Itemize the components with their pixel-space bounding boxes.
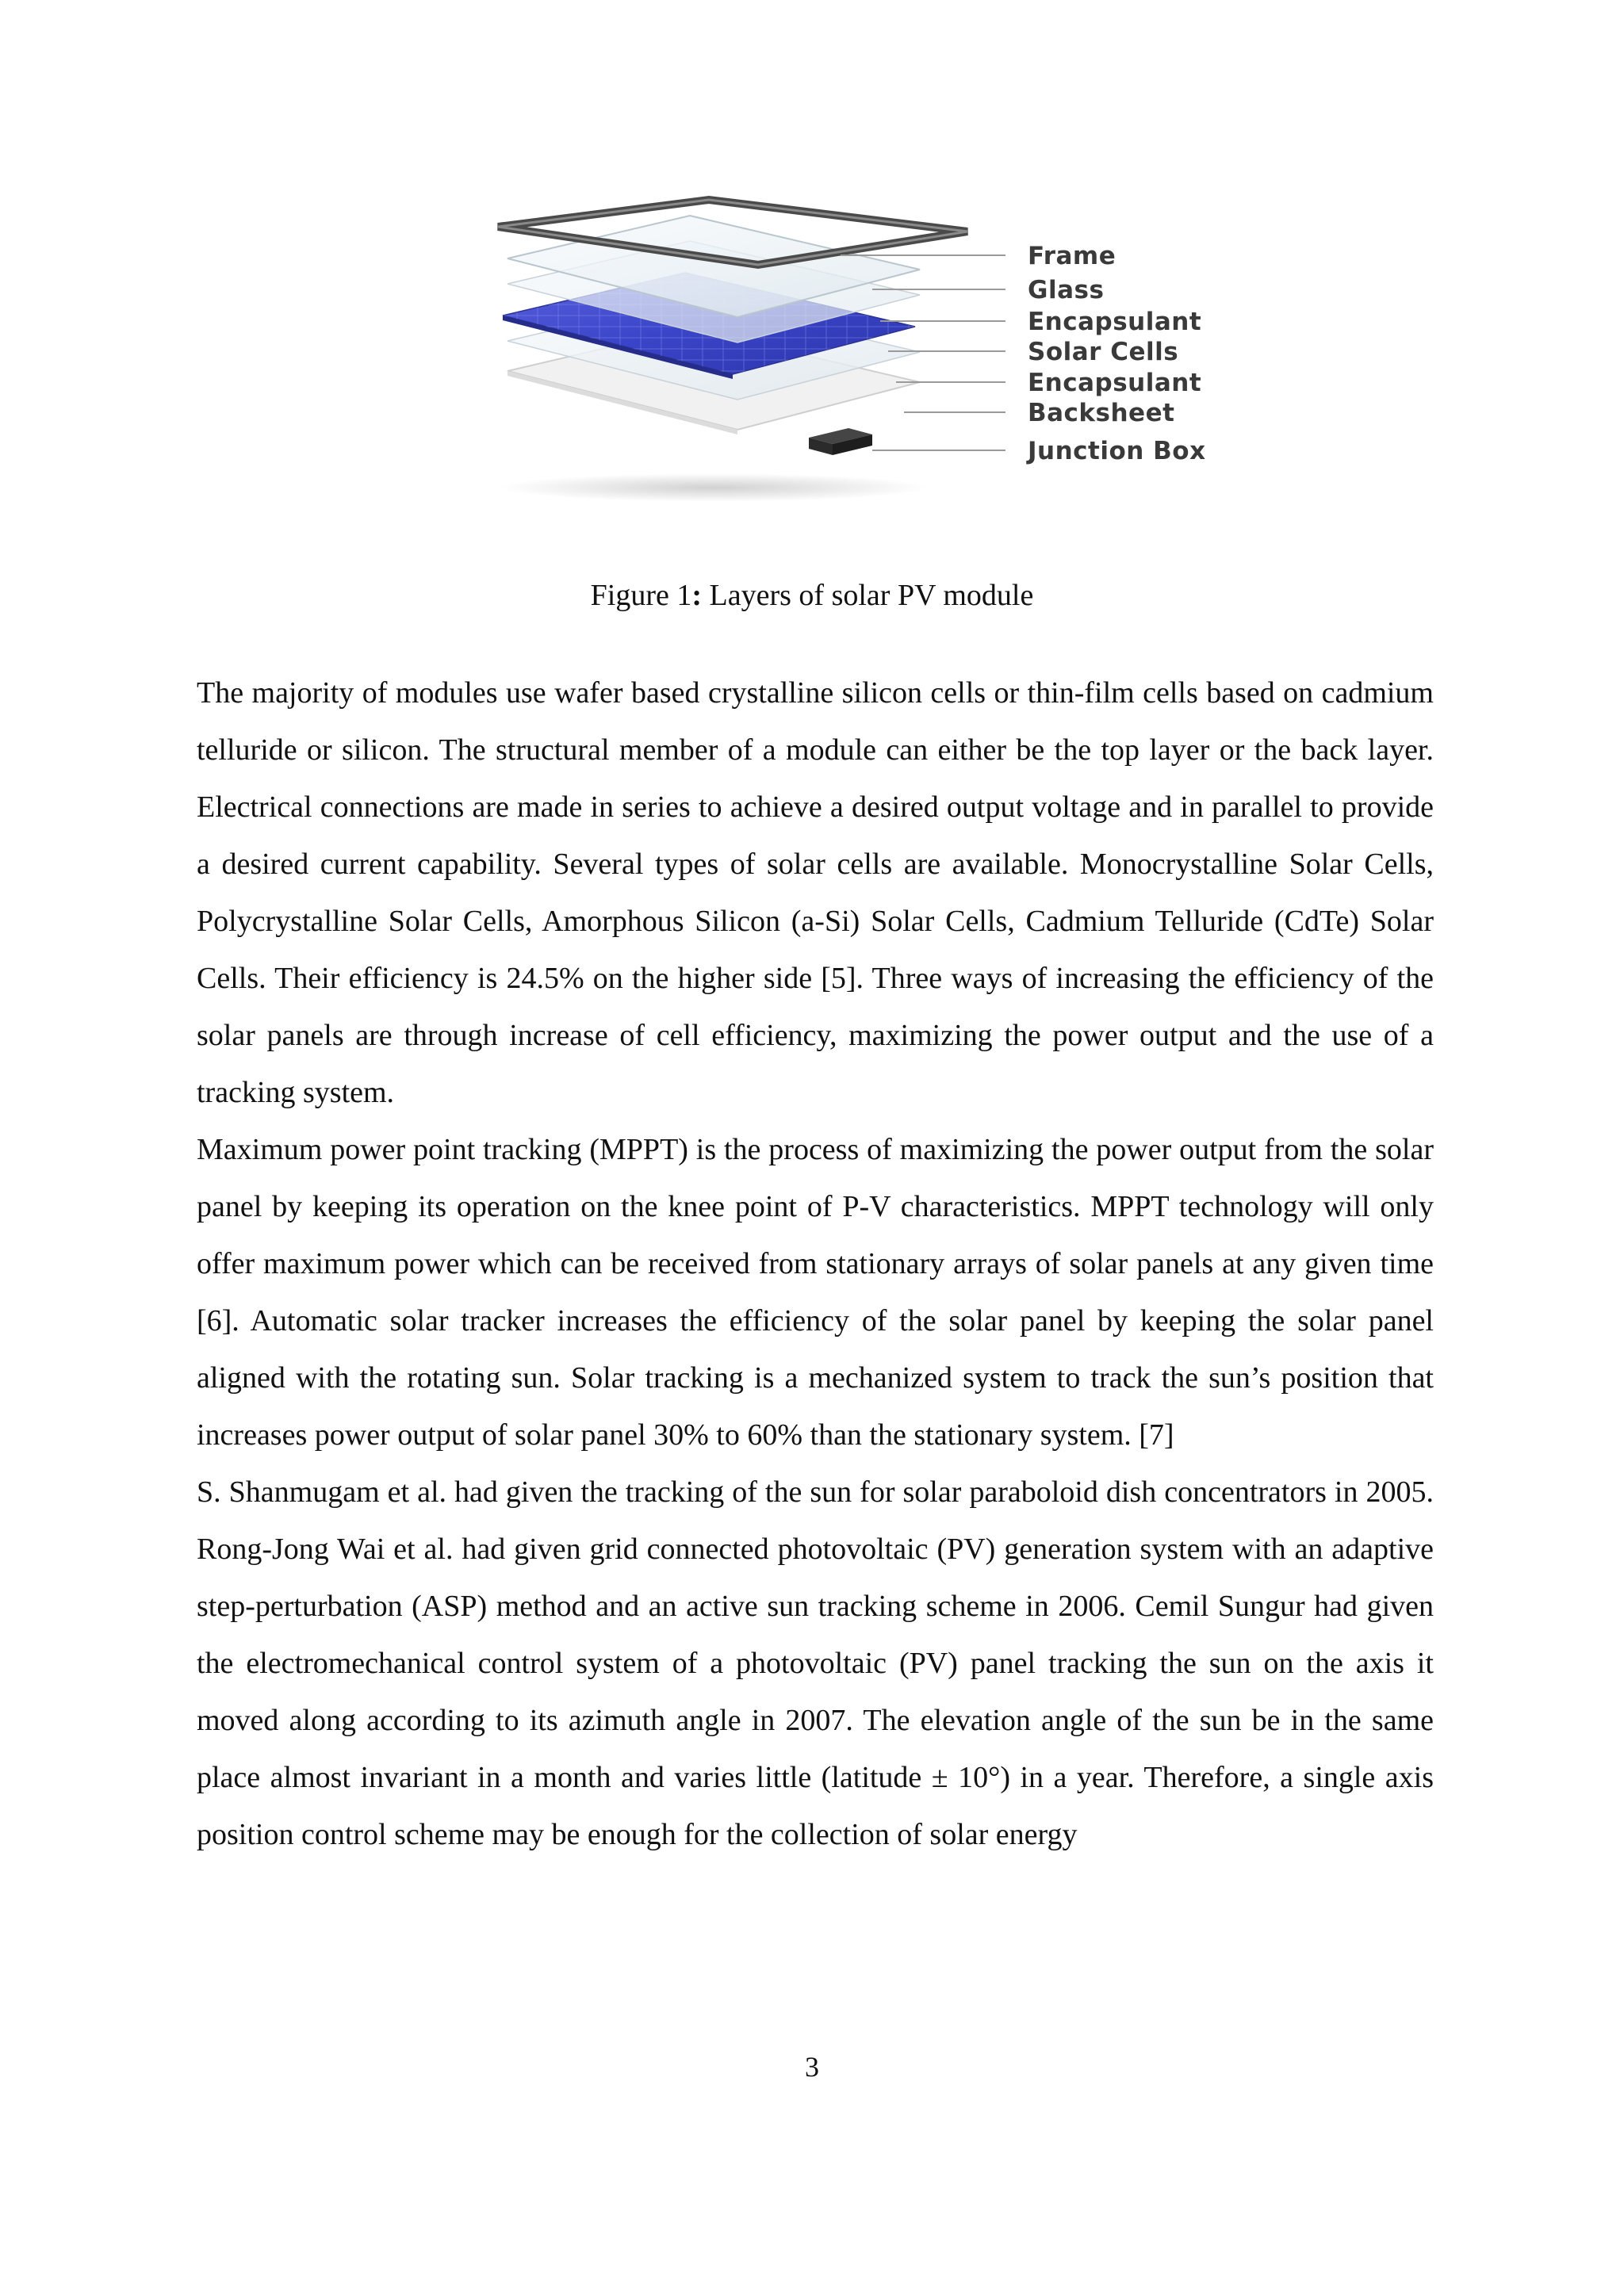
caption-separator: :: [691, 579, 703, 612]
pv-module-figure: [476, 182, 1253, 515]
label-junction-box: Junction Box: [1028, 437, 1206, 465]
figure-caption: [0, 574, 1624, 617]
paragraph-solar-cells: The majority of modules use wafer based crystalline silicon cells or thin-film cells based on cadmium telluride or silicon. The structural member of a module can either be the top layer or the back layer. Electrical connections are made in series to achieve a desired output voltage and in parallel to provide a desired current capability. Several types of solar cells are available. Monocrystalline Solar Cells, Polycrystalline Solar Cells, Amorphous Silicon (a-Si) Solar Cells, Cadmium Telluride (CdTe) Solar Cells. Their efficiency is 24.5% on the higher side [5]. Three ways of increasing the efficiency of the solar panels are through increase of cell efficiency, maximizing the power output and the use of a tracking system.: [197, 676, 1434, 1109]
label-encapsulant-upper: Encapsulant: [1028, 308, 1202, 336]
label-backsheet: Backsheet: [1028, 399, 1175, 427]
label-solar-cells: Solar Cells: [1028, 338, 1179, 366]
paragraph-related-work: S. Shanmugam et al. had given the tracking of the sun for solar paraboloid dish concentrators in 2005. Rong-Jong Wai et al. had given grid connected photovoltaic (PV) generation system with an adaptive step-perturbation (ASP) method and an active sun tracking scheme in 2006. Cemil Sungur had given the electromechanical control system of a photovoltaic (PV) panel tracking the sun on the axis it moved along according to its azimuth angle in 2007. The elevation angle of the sun be in the same place almost invariant in a month and varies little (latitude ± 10°) in a year. Therefore, a single axis position control scheme may be enough for the collection of solar energy: [197, 1475, 1434, 1851]
caption-prefix: Figure 1: [590, 579, 692, 612]
label-encapsulant-lower: Encapsulant: [1028, 369, 1202, 397]
label-glass: Glass: [1028, 276, 1105, 304]
pv-module-layers-diagram: [476, 182, 1253, 515]
paragraph-mppt: Maximum power point tracking (MPPT) is the process of maximizing the power output from the solar panel by keeping its operation on the knee point of P-V characteristics. MPPT technology will only offer maximum power which can be received from stationary arrays of solar panels at any given time [6]. Automatic solar tracker increases the efficiency of the solar panel by keeping the solar panel aligned with the rotating sun. Solar tracking is a mechanized system to track the sun’s position that increases power output of solar panel 30% to 60% than the stationary system. [7]: [197, 1133, 1434, 1452]
label-frame: Frame: [1028, 242, 1116, 270]
body-text: [197, 664, 1434, 1863]
caption-text: Layers of solar PV module: [702, 579, 1034, 612]
module-shadow: [500, 473, 928, 502]
page-number: 3: [805, 2051, 819, 2083]
junction-box: [809, 428, 872, 455]
